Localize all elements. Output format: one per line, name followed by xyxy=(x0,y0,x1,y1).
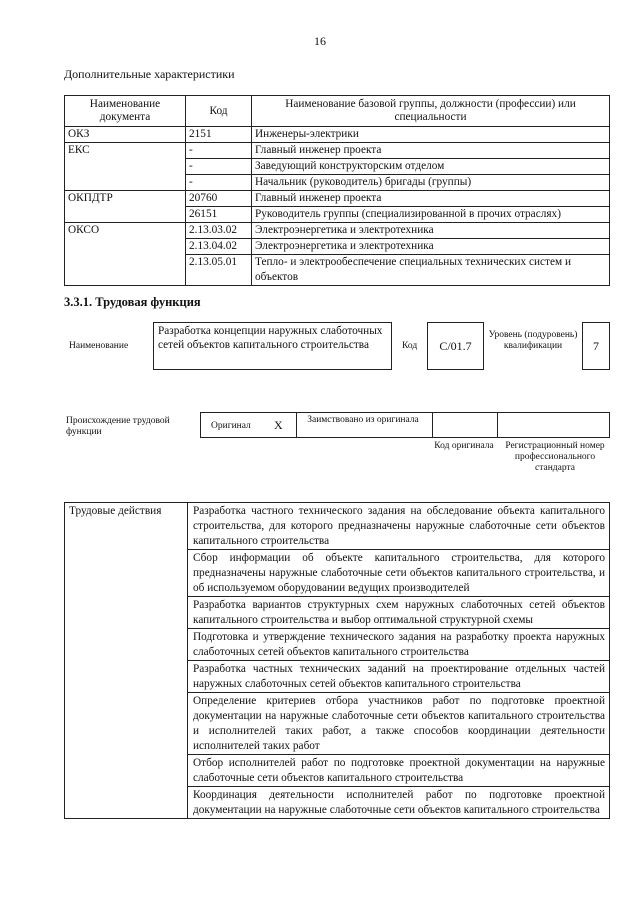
name-cell: Главный инженер проекта xyxy=(252,191,610,207)
code-label: Код xyxy=(402,341,418,351)
actions-label: Трудовые действия xyxy=(65,503,188,819)
function-code-box: C/01.7 xyxy=(427,322,484,370)
function-name-box: Разработка концепции наружных слаботочных сетей объектов капитального строительства xyxy=(153,322,392,370)
table-row xyxy=(65,127,610,143)
name-cell: Электроэнергетика и электротехника xyxy=(252,239,610,255)
code-cell: 26151 xyxy=(186,207,252,223)
table-row xyxy=(65,191,610,207)
action-item: Определение критериев отбора участников работ по подготовке проектной документации на наружные слаботочные сети объектов капитального строительства и исполнителей таких работ, а также способов координации деятельности исполнителей таких работ xyxy=(188,693,610,755)
code-cell: 2.13.05.01 xyxy=(186,255,252,286)
action-item: Разработка частного технического задания на обследование объекта капитального строительства, для которого предназначены наружные слаботочные сети объектов капитального строительства xyxy=(188,503,610,550)
header-document: Наименование документа xyxy=(65,96,186,127)
name-cell: Электроэнергетика и электротехника xyxy=(252,223,610,239)
borrowed-label: Заимствовано из оригинала xyxy=(307,415,419,425)
registration-caption: Регистрационный номер профессионального стандарта xyxy=(505,441,605,473)
level-label: Уровень (подуровень) квалификации xyxy=(488,330,578,351)
level-value-box: 7 xyxy=(582,322,610,370)
labor-actions-table xyxy=(64,502,610,819)
code-cell: 2.13.04.02 xyxy=(186,239,252,255)
original-label: Оригинал xyxy=(211,421,251,431)
code-cell: 2151 xyxy=(186,127,252,143)
code-cell: - xyxy=(186,175,252,191)
header-code: Код xyxy=(186,96,252,127)
original-code-caption: Код оригинала xyxy=(434,441,494,451)
name-cell: Руководитель группы (специализированной в прочих отраслях) xyxy=(252,207,610,223)
additional-characteristics-title: Дополнительные характеристики xyxy=(64,67,235,81)
table-row xyxy=(65,223,610,239)
doc-cell: ОКПДТР xyxy=(65,191,186,223)
name-cell: Начальник (руководитель) бригады (группы) xyxy=(252,175,610,191)
name-cell: Инженеры-электрики xyxy=(252,127,610,143)
name-cell: Заведующий конструкторским отделом xyxy=(252,159,610,175)
section-title: 3.3.1. Трудовая функция xyxy=(64,295,201,309)
code-cell: - xyxy=(186,159,252,175)
header-name: Наименование базовой группы, должности (профессии) или специальности xyxy=(252,96,610,127)
characteristics-table xyxy=(64,95,610,286)
action-item: Координация деятельности исполнителей работ по подготовке проектной документации на наружные слаботочные сети объектов капитального строительства xyxy=(188,787,610,819)
action-item: Сбор информации об объекте капитального строительства, для которого предназначены наружные слаботочные сети объектов капитального строительства, и об используемом оборудовании ведущих производителей xyxy=(188,550,610,597)
origin-label: Происхождение трудовой функции xyxy=(66,416,170,437)
code-cell: 20760 xyxy=(186,191,252,207)
action-item: Отбор исполнителей работ по подготовке проектной документации на наружные слаботочные сети объектов капитального строительства xyxy=(188,755,610,787)
name-label: Наименование xyxy=(69,341,129,351)
divider xyxy=(432,412,433,438)
doc-cell: ОКСО xyxy=(65,223,186,286)
divider xyxy=(296,412,297,438)
page-number: 16 xyxy=(314,34,326,48)
divider xyxy=(497,412,498,438)
name-cell: Тепло- и электрообеспечение специальных технических систем и объектов xyxy=(252,255,610,286)
code-cell: - xyxy=(186,143,252,159)
table-row xyxy=(65,503,610,550)
table-row xyxy=(65,143,610,159)
origin-row-box xyxy=(200,412,610,438)
table-header-row xyxy=(65,96,610,127)
doc-cell: ЕКС xyxy=(65,143,186,191)
code-cell: 2.13.03.02 xyxy=(186,223,252,239)
action-item: Разработка частных технических заданий на проектирование отдельных частей наружных слаботочных сетей объектов капитального строительства xyxy=(188,661,610,693)
original-mark: X xyxy=(274,418,283,432)
action-item: Подготовка и утверждение технического задания на разработку проекта наружных слаботочных сетей объектов капитального строительства xyxy=(188,629,610,661)
name-cell: Главный инженер проекта xyxy=(252,143,610,159)
action-item: Разработка вариантов структурных схем наружных слаботочных сетей объектов капитального строительства и выбор оптимальной структурной схемы xyxy=(188,597,610,629)
doc-cell: ОКЗ xyxy=(65,127,186,143)
